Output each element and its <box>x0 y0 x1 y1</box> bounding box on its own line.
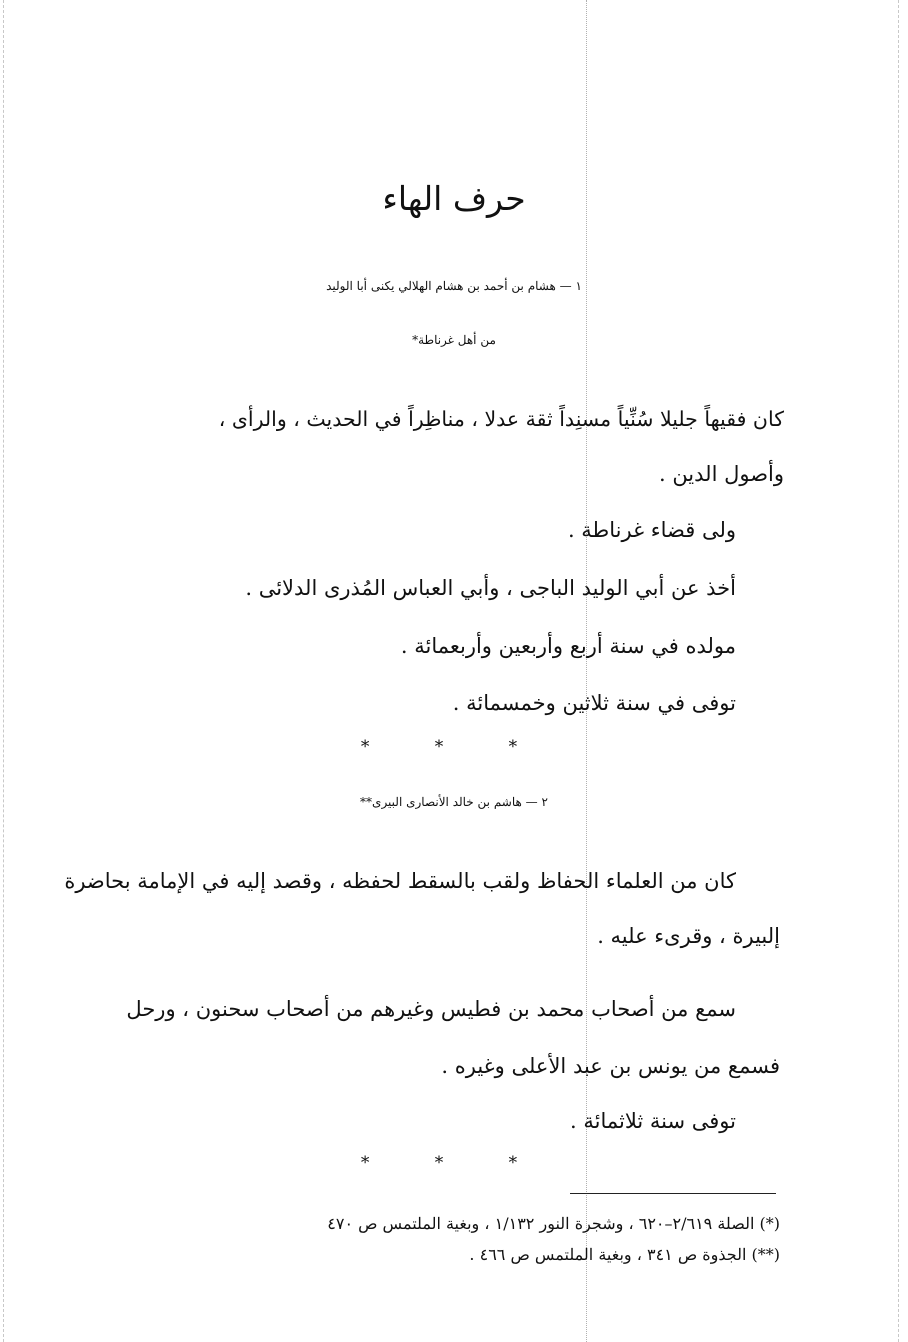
entry-2-text-line-1: كان من العلماء الحفاظ ولقب بالسقط لحفظه ، وقصد إليه في الإمامة بحاضرة <box>64 869 736 893</box>
entry-2-text-line-2: إلبيرة ، وقرىء عليه . <box>597 924 780 948</box>
entry-1-text-line-2: وأصول الدين . <box>658 462 784 486</box>
entry-2-text-line-5: توفى سنة ثلاثمائة . <box>570 1109 736 1133</box>
entry-1-text-line-4: أخذ عن أبي الوليد الباجى ، وأبي العباس المُذرى الدلائى . <box>245 576 736 600</box>
entry-1-text-line-1: كان فقيهاً جليلا سُنِّياً مسنِداً ثقة عدلا ، مناظِراً في الحديث ، والرأى ، <box>218 407 784 431</box>
entry-1-heading-line-2: من أهل غرناطة* <box>412 333 496 347</box>
footnote-2: (**) الجذوة ص ٣٤١ ، وبغية الملتمس ص ٤٦٦ . <box>469 1245 780 1264</box>
entry-2-text-line-3: سمع من أصحاب محمد بن فطيس وغيرهم من أصحاب سحنون ، ورحل <box>126 997 736 1021</box>
section-separator-2: * * * <box>360 1153 548 1173</box>
entry-1-text-line-5: مولده في سنة أربع وأربعين وأربعمائة . <box>400 634 736 658</box>
entry-2-text-line-4: فسمع من يونس بن عبد الأعلى وغيره . <box>441 1054 780 1078</box>
entry-1-heading-line-1: ١ — هشام بن أحمد بن هشام الهلالي يكنى أبا الوليد <box>326 279 582 293</box>
entry-1-text-line-6: توفى في سنة ثلاثين وخمسمائة . <box>452 691 736 715</box>
entry-1-text-line-3: ولى قضاء غرناطة . <box>567 518 736 542</box>
entry-2-heading: ٢ — هاشم بن خالد الأنصارى البيرى** <box>360 795 548 809</box>
section-separator-1: * * * <box>360 737 548 757</box>
footnote-rule <box>570 1193 776 1194</box>
footnote-1: (*) الصلة ٢/٦١٩–٦٢٠ ، وشجرة النور ١/١٣٢ ، وبغية الملتمس ص ٤٧٠ <box>327 1214 780 1233</box>
page-title: حرف الهاء <box>382 179 526 218</box>
